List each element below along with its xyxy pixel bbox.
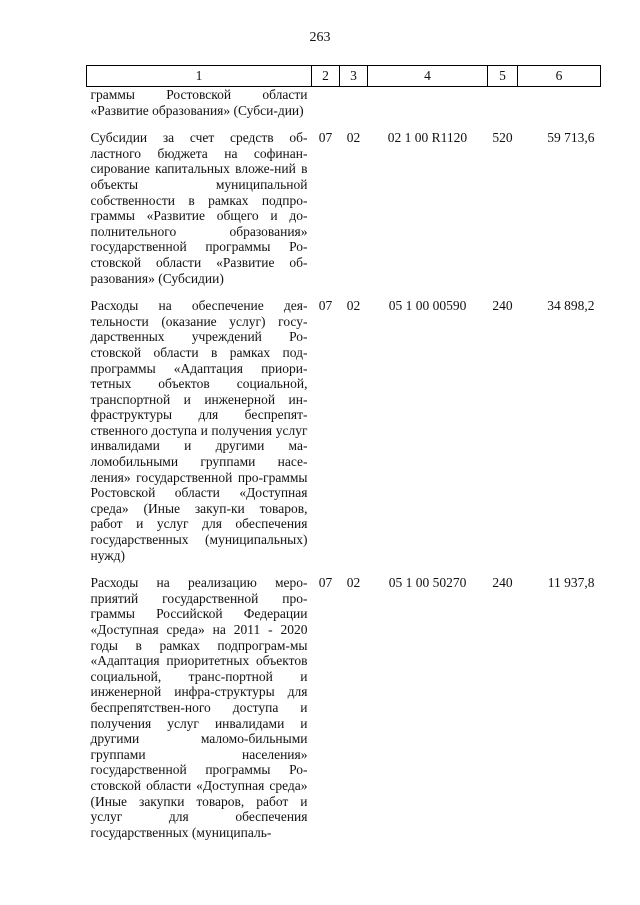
column-header-6: 6 [518,66,601,87]
row-amount [518,87,601,131]
column-header-5: 5 [488,66,518,87]
column-header-3: 3 [340,66,368,87]
row-description: граммы Ростовской области «Развитие образования» (Субси-дии) [90,87,308,118]
row-subsection [340,87,368,131]
column-header-4: 4 [368,66,488,87]
table-row [87,130,601,298]
row-description: Расходы на обеспечение дея-тельности (оказание услуг) госу-дарственных учреждений Ро-стовской области в рамках под-программы «Адаптация приори-тетных объектов социальной, транспортной и инженерной ин-фраструктуры для беспрепят-ственного доступа и получения услуг инвалидами и другими ма-ломобильными группами насе-ления» государственной про-граммы Ростовской области «Доступная среда» (Иные закуп-ки товаров, работ и услуг для обеспечения государственных (муниципальных) нужд) [90,298,308,563]
row-expense-type [488,87,518,131]
row-subsection: 02 [346,575,361,591]
row-subsection: 02 [346,130,361,146]
row-section: 07 [318,298,333,314]
row-target-code: 05 1 00 50270 [388,575,467,591]
table-row [87,298,601,575]
row-target-code: 02 1 00 R1120 [387,130,468,146]
row-amount: 11 937,8 [547,575,595,591]
column-header-1: 1 [87,66,312,87]
row-amount: 59 713,6 [547,130,595,146]
row-section: 07 [318,575,333,591]
budget-table [86,65,601,840]
row-description: Субсидии за счет средств об-ластного бюджета на софинан-сирование капитальных вложе-ний в объекты муниципальной собственности в рамках подпро-граммы «Развитие общего и до-полнительного образования» государственной программы Ро-стовской области «Развитие об-разования» (Субсидии) [90,130,308,286]
row-section: 07 [318,130,333,146]
row-subsection: 02 [346,298,361,314]
row-target-code: 05 1 00 00590 [388,298,467,314]
table-row [87,575,601,840]
row-amount: 34 898,2 [547,298,595,314]
row-description: Расходы на реализацию меро-приятий государственной про-граммы Российской Федерации «Доступная среда» на 2011 - 2020 годы в рамках подпрограм-мы «Адаптация приоритетных объектов социальной, транс-портной и инженерной инфра-структуры для беспрепятствен-ного доступа и получения услуг инвалидами и другими маломо-бильными группами населения» государственной программы Ро-стовской области «Доступная среда» (Иные закупки товаров, работ и услуг для обеспечения государственных (муниципаль- [90,575,308,840]
row-expense-type: 240 [492,575,513,591]
table-header-row [87,66,601,87]
page-number: 263 [309,30,331,45]
row-expense-type: 520 [492,130,513,146]
row-target-code [368,87,488,131]
table-row [87,87,601,131]
column-header-2: 2 [312,66,340,87]
row-section [312,87,340,131]
row-expense-type: 240 [492,298,513,314]
